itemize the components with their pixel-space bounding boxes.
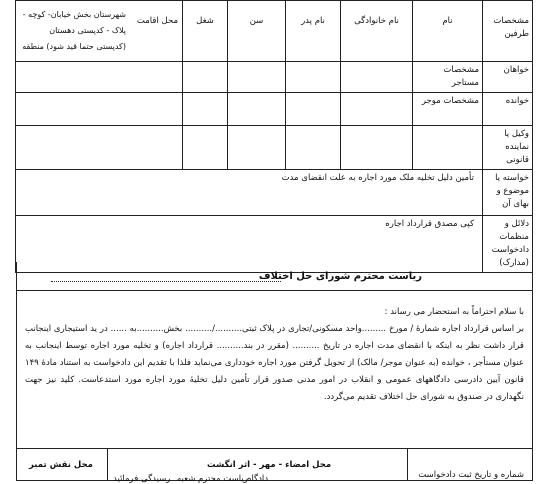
court-label: دادگاه bbox=[247, 474, 269, 484]
signature-label: محل امضاء - مهر - اثر انگشت bbox=[207, 460, 332, 470]
attorney-address-cell[interactable] bbox=[16, 126, 183, 170]
defendant-family-cell[interactable] bbox=[341, 93, 413, 126]
evidence-text[interactable]: کپی مصدق قرارداد اجاره bbox=[16, 216, 483, 273]
defendant-age-cell[interactable] bbox=[228, 93, 286, 126]
attorney-age-cell[interactable] bbox=[228, 126, 286, 170]
claim-label: خواسته یا موضوع و بهای آن bbox=[483, 170, 533, 216]
defendant-row bbox=[16, 93, 533, 126]
branch-head-label: ریاست محترم شعبه bbox=[177, 474, 248, 484]
plaintiff-age-cell[interactable] bbox=[228, 62, 286, 93]
father-header: نام پدر bbox=[286, 1, 341, 62]
council-heading-box bbox=[16, 262, 533, 291]
plaintiff-address-cell[interactable] bbox=[16, 62, 183, 93]
plaintiff-sub: مشخصات مستاجر bbox=[413, 62, 483, 93]
registration-label: شماره و تاریخ ثبت دادخواست bbox=[418, 470, 524, 480]
defendant-label: خوانده bbox=[483, 93, 533, 126]
claim-text[interactable]: تأمین دلیل تخلیه ملک مورد اجاره به علت انقضای مدت bbox=[16, 170, 483, 216]
stamp-label: محل نقش تمبر bbox=[29, 460, 93, 470]
plaintiff-label: خواهان bbox=[483, 62, 533, 93]
residence-header bbox=[16, 1, 183, 62]
parties-header: مشخصات طرفین bbox=[483, 1, 533, 62]
dotted-line bbox=[51, 281, 281, 282]
attorney-name-cell[interactable] bbox=[413, 126, 483, 170]
plaintiff-job-cell[interactable] bbox=[183, 62, 228, 93]
footer-divider-1 bbox=[107, 448, 108, 480]
plaintiff-family-cell[interactable] bbox=[341, 62, 413, 93]
address-note: شهرستان بخش خیابان- کوچه - پلاک - کدپستی دهستان (کدپستی حتما قید شود) منطقه bbox=[22, 10, 126, 51]
council-title: ریاست محترم شورای حل اختلاف bbox=[258, 271, 422, 282]
footer-divider-2 bbox=[407, 448, 408, 480]
attorney-job-cell[interactable] bbox=[183, 126, 228, 170]
table-header-row bbox=[16, 1, 533, 62]
age-header: سن bbox=[228, 1, 286, 62]
defendant-job-cell[interactable] bbox=[183, 93, 228, 126]
attorney-label: وکیل یا نماینده قانونی bbox=[483, 126, 533, 170]
name-header: نام bbox=[413, 1, 483, 62]
greeting-text: با سلام احتراماً به استحضار می رساند : bbox=[384, 307, 524, 317]
parties-table bbox=[15, 0, 533, 273]
review-label: رسیدگی فرمائید bbox=[113, 474, 171, 484]
defendant-sub: مشخصات موجر bbox=[413, 93, 483, 126]
plaintiff-father-cell[interactable] bbox=[286, 62, 341, 93]
claim-row bbox=[16, 170, 533, 216]
footer-box bbox=[16, 448, 533, 484]
attorney-row bbox=[16, 126, 533, 170]
attorney-family-cell[interactable] bbox=[341, 126, 413, 170]
family-header: نام خانوادگی bbox=[341, 1, 413, 62]
petition-body bbox=[16, 290, 533, 449]
job-header: شغل bbox=[183, 1, 228, 62]
residence-label: محل اقامت bbox=[136, 16, 178, 26]
attorney-father-cell[interactable] bbox=[286, 126, 341, 170]
defendant-address-cell[interactable] bbox=[16, 93, 183, 126]
evidence-label: دلائل و منظمات دادخواست (مدارک) bbox=[483, 216, 533, 273]
petition-paragraph: بر اساس قرارداد اجاره شمارهٔ / مورخ .........واحد مسکونی/تجاری در پلاک ثبتی........../.......... بخش..........به ...... در ید استیجاری اینجانب قرار داشت نظر به اینکه با انقضای مدت اجاره در تاریخ .......... (مقرر در بند.......... قرارداد اجاره) و تخلیه مورد اجاره توسط اینجانب به عنوان مستأجر ، خوانده (به عنوان موجر/ مالک) از تحویل گرفتن مورد اجاره خودداری می‌نماید فلذا با تقدیم این دادخواست به استناد مادهٔ ۱۴۹ قانون آیین دادرسی دادگاههای عمومی و انقلاب در امور مدنی صدور قرار تأمین دلیل تخلیهٔ مورد اجاره مورد استدعاست. کلید نیز جهت نگهداری در صندوق به شورای حل اختلاف تقدیم می‌گردد. bbox=[25, 324, 524, 402]
plaintiff-row bbox=[16, 62, 533, 93]
defendant-father-cell[interactable] bbox=[286, 93, 341, 126]
